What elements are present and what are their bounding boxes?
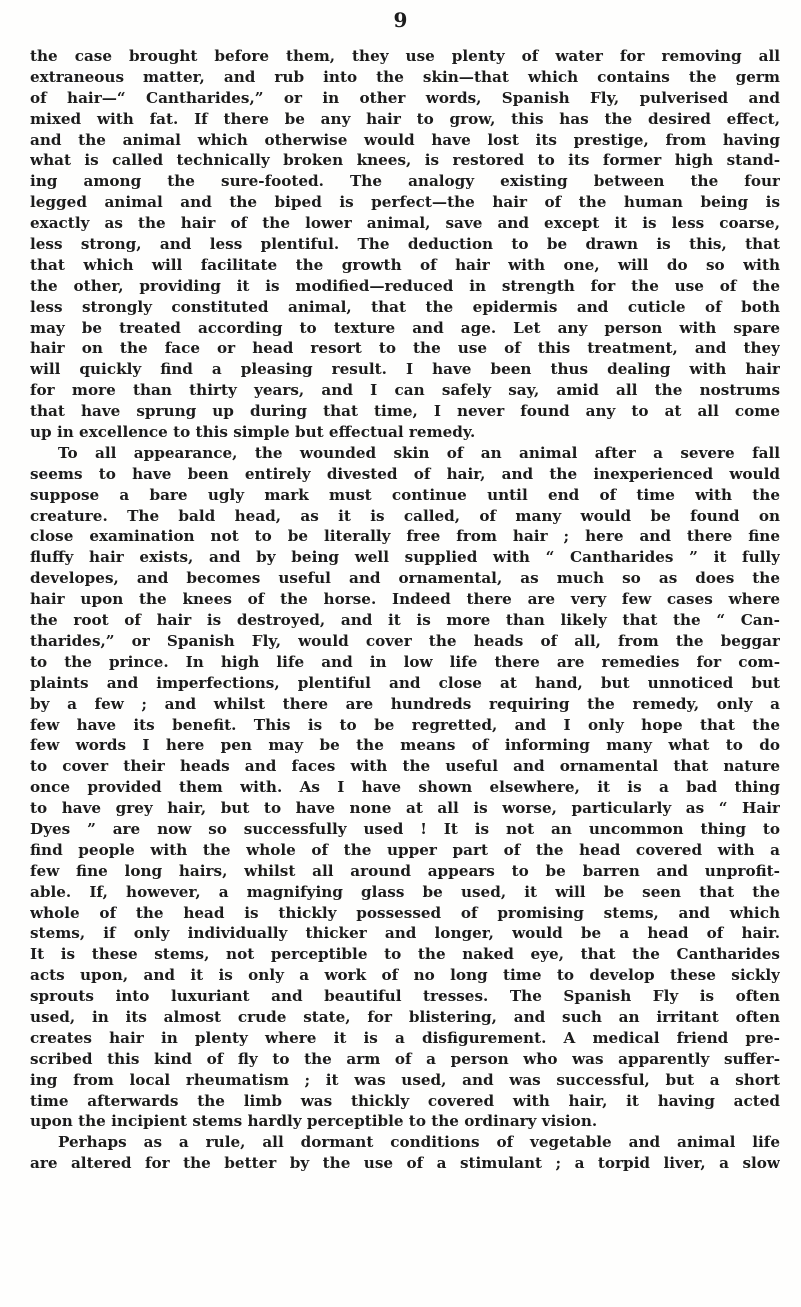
page-number: 9 xyxy=(393,8,408,32)
text-line: upon the incipient stems hardly perceptible to the ordinary vision. xyxy=(30,1112,598,1131)
text-line: Dyes ” are now so successfully used ! It is not an uncommon thing to xyxy=(30,819,780,838)
text-line: It is these stems, not perceptible to the naked eye, that the Cantharides xyxy=(30,945,780,964)
text-line: to cover their heads and faces with the useful and ornamental that nature xyxy=(30,757,780,776)
text-line: hair on the face or head resort to the use of this treatment, and they xyxy=(30,339,780,358)
text-line: few fine long hairs, whilst all around appears to be barren and unprofit- xyxy=(30,861,780,880)
text-line: used, in its almost crude state, for blistering, and such an irritant often xyxy=(30,1007,780,1026)
text-line: creates hair in plenty where it is a disfigurement. A medical friend pre- xyxy=(30,1028,780,1047)
text-line: fluffy hair exists, and by being well supplied with “ Cantharides ” it fully xyxy=(30,548,780,567)
text-line: To all appearance, the wounded skin of an animal after a severe fall xyxy=(58,443,780,462)
text-line: less strong, and less plentiful. The deduction to be drawn is this, that xyxy=(30,235,780,254)
text-line: suppose a bare ugly mark must continue until end of time with the xyxy=(30,485,780,504)
text-line: time afterwards the limb was thickly covered with hair, it having acted xyxy=(30,1091,780,1110)
text-line: stems, if only individually thicker and longer, would be a head of hair. xyxy=(30,924,780,943)
text-line: few have its benefit. This is to be regretted, and I only hope that the xyxy=(30,715,780,734)
text-line: that have sprung up during that time, I never found any to at all come xyxy=(30,402,780,421)
text-line: the root of hair is destroyed, and it is more than likely that the “ Can- xyxy=(30,611,780,630)
body-text xyxy=(30,46,780,1174)
text-line: for more than thirty years, and I can safely say, amid all the nostrums xyxy=(30,381,780,400)
text-line: that which will facilitate the growth of hair with one, will do so with xyxy=(30,255,780,274)
text-line: ing from local rheumatism ; it was used, and was successful, but a short xyxy=(30,1070,780,1089)
text-line: able. If, however, a magnifying glass be used, it will be seen that the xyxy=(30,882,780,901)
text-line: less strongly constituted animal, that the epidermis and cuticle of both xyxy=(30,297,780,316)
text-line: and the animal which otherwise would have lost its prestige, from having xyxy=(30,130,780,149)
text-line: exactly as the hair of the lower animal, save and except it is less coarse, xyxy=(30,214,780,233)
text-line: may be treated according to texture and age. Let any person with spare xyxy=(30,318,780,337)
text-line: what is called technically broken knees, is restored to its former high stand- xyxy=(30,151,780,170)
text-line: will quickly find a pleasing result. I have been thus dealing with hair xyxy=(30,360,780,379)
text-line: extraneous matter, and rub into the skin—that which contains the germ xyxy=(30,67,780,86)
text-line: hair upon the knees of the horse. Indeed there are very few cases where xyxy=(30,590,780,609)
text-line: ing among the sure-footed. The analogy existing between the four xyxy=(30,172,780,191)
text-line: the other, providing it is modified—reduced in strength for the use of the xyxy=(30,276,780,295)
text-line: to the prince. In high life and in low life there are remedies for com- xyxy=(30,652,780,671)
text-line: scribed this kind of fly to the arm of a person who was apparently suffer- xyxy=(30,1049,780,1068)
text-line: seems to have been entirely divested of hair, and the inexperienced would xyxy=(30,464,780,483)
text-line: are altered for the better by the use of a stimulant ; a torpid liver, a slow xyxy=(30,1154,780,1173)
text-line: the case brought before them, they use plenty of water for removing all xyxy=(30,47,780,65)
text-line: sprouts into luxuriant and beautiful tresses. The Spanish Fly is often xyxy=(30,987,780,1006)
text-line: Perhaps as a rule, all dormant conditions of vegetable and animal life xyxy=(58,1133,780,1152)
text-line: legged animal and the biped is perfect—the hair of the human being is xyxy=(30,193,780,212)
text-line: creature. The bald head, as it is called, of many would be found on xyxy=(30,506,780,525)
text-line: whole of the head is thickly possessed of promising stems, and which xyxy=(30,903,780,922)
text-line: up in excellence to this simple but effectual remedy. xyxy=(30,423,476,442)
text-line: acts upon, and it is only a work of no long time to develop these sickly xyxy=(30,966,780,985)
text-line: developes, and becomes useful and ornamental, as much so as does the xyxy=(30,569,780,588)
text-line: by a few ; and whilst there are hundreds requiring the remedy, only a xyxy=(30,694,780,713)
text-line: plaints and imperfections, plentiful and close at hand, but unnoticed but xyxy=(30,673,780,692)
text-line: mixed with fat. If there be any hair to grow, this has the desired effect, xyxy=(30,109,780,128)
text-line: once provided them with. As I have shown elsewhere, it is a bad thing xyxy=(30,778,780,797)
text-line: of hair—“ Cantharides,” or in other words, Spanish Fly, pulverised and xyxy=(30,88,780,107)
text-line: few words I here pen may be the means of informing many what to do xyxy=(30,736,780,755)
text-line: to have grey hair, but to have none at all is worse, particularly as “ Hair xyxy=(30,799,780,818)
text-line: close examination not to be literally free from hair ; here and there fine xyxy=(30,527,780,546)
text-line: tharides,” or Spanish Fly, would cover the heads of all, from the beggar xyxy=(30,631,780,650)
text-line: find people with the whole of the upper part of the head covered with a xyxy=(30,840,780,859)
